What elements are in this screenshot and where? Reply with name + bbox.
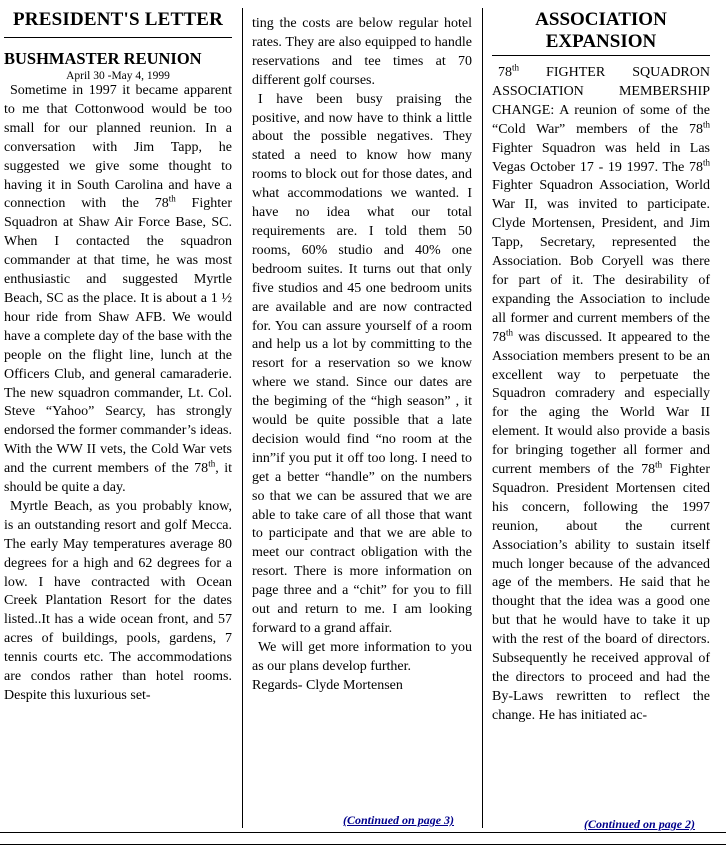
expansion-paragraph: 78th FIGHTER SQUADRON ASSOCIATION MEMBERSHIP CHANGE: A reunion of some of the “Cold War” members of the 78th Fighter Squadron was held in Las Vegas October 17 - 19 1997. The 78th Fighter Squadron Association, World War II, was invited to participate. Clyde Mortensen, President, and Jim Tapp, Secretary, represented the Association. Bob Coryell was there for part of it. The desirability of expanding the Association to include all former and current members of the 78th was discussed. It appeared to the Association members present to be an excellent way to perpetuate the Squadron comradery and especially for the aging the World War II element. It would also provide a basis for bringing together all former and current members of the 78th Fighter Squadron. President Mortensen cited his concern, following the 1997 reunion, about the current Association’s ability to sustain itself much longer because of the advanced age of the members. He said that he thought that the idea was a good one but that he would have to take it up with the rest of the board of directors. Subsequently he received approval of the directors to proceed and had the By-Laws rewritten to reflect the change. He has initiated ac- <box>492 62 710 723</box>
association-expansion-column <box>488 0 714 726</box>
association-expansion-heading: ASSOCIATION EXPANSION <box>535 9 667 52</box>
presidents-letter-body <box>0 82 236 706</box>
presidents-letter-heading: PRESIDENT'S LETTER <box>12 9 224 30</box>
letter-paragraph-2: Myrtle Beach, as you probably know, is an outstanding resort and golf Mecca. The early May temperatures average 80 degrees for a high and 62 degrees for a low. I have contracted with Ocean Creek Plantation Resort for the dates listed..It has a wide ocean front, and 57 acres of buildings, pools, gardens, 7 tennis courts etc. The accommodations are condos rather than hotel rooms. Despite this luxurious set- <box>4 498 232 703</box>
column-divider-left <box>242 8 243 828</box>
letter-paragraph-4: I have been busy praising the positive, and now have to think a little about the possible negatives. They stated a need to know how many rooms to block out for those dates, and what accommodations we wanted. I have no idea what our total requirements are. I told them 50 rooms, 60% studio and 40% one bedroom suites. It turns out that only five studios and 45 one bedroom units are available and are now contracted for. You can assure yourself of a room and help us a lot by committing to the resort for a reservation so we know where we stand. Since our dates are the begiming of the “high season” , it would be quite possible that a late decision would find “no room at the inn”if you put it off too long. I need to get a better “handle” on the numbers so that we can be assured that we are able to take care of all those that want to participate and that we are able to meet our contract obligation with the resort. There is more information on page three and a “chit” for you to fill out and return to me. I am looking forward to a grand affair. <box>252 91 472 636</box>
reunion-dates: April 30 -May 4, 1999 <box>66 70 170 82</box>
column-divider-right <box>482 8 483 828</box>
bottom-rule-2 <box>0 844 726 845</box>
continued-page-2-link[interactable]: (Continued on page 2) <box>584 817 696 831</box>
letter-paragraph-1: Sometime in 1997 it became apparent to me that Cottonwood would be too small for our planned reunion. In a conversation with Jim Tapp, he suggested we give some thought to having it in South Carolina and have a connection with the 78th Fighter Squadron at Shaw Air Force Base, SC. When I contacted the squadron commander at that time, he was most enthusiastic and suggested Myrtle Beach, SC as the place. It is about a 1 ½ hour ride from Shaw AFB. We would have a complete day of the base with the people on the flight line, lunch at the Officers Club, and general camaraderie. The new squadron commander, Lt. Col. Steve “Yahoo” Searcy, has strongly endorsed the former commander’s ideas. With the WW II vets, the Cold War vets and the current members of the 78th, it should be quite a day. <box>4 83 233 496</box>
letter-continuation-column <box>248 15 476 696</box>
heading-underline <box>492 55 710 56</box>
bottom-rule <box>0 832 726 833</box>
presidents-letter-column <box>0 0 236 706</box>
continued-page-3-link[interactable]: (Continued on page 3) <box>343 813 455 827</box>
association-expansion-body <box>488 64 714 726</box>
letter-signature: Regards- Clyde Mortensen <box>252 677 403 693</box>
heading-underline <box>4 37 232 38</box>
letter-paragraph-3: ting the costs are below regular hotel rates. They are also equipped to handle reservations and tee times at 70 different golf courses. <box>252 16 472 88</box>
letter-continuation-body <box>248 15 476 696</box>
letter-paragraph-5: We will get more information to you as our plans develop further. <box>252 639 472 674</box>
reunion-subheading: BUSHMASTER REUNION <box>4 49 202 68</box>
